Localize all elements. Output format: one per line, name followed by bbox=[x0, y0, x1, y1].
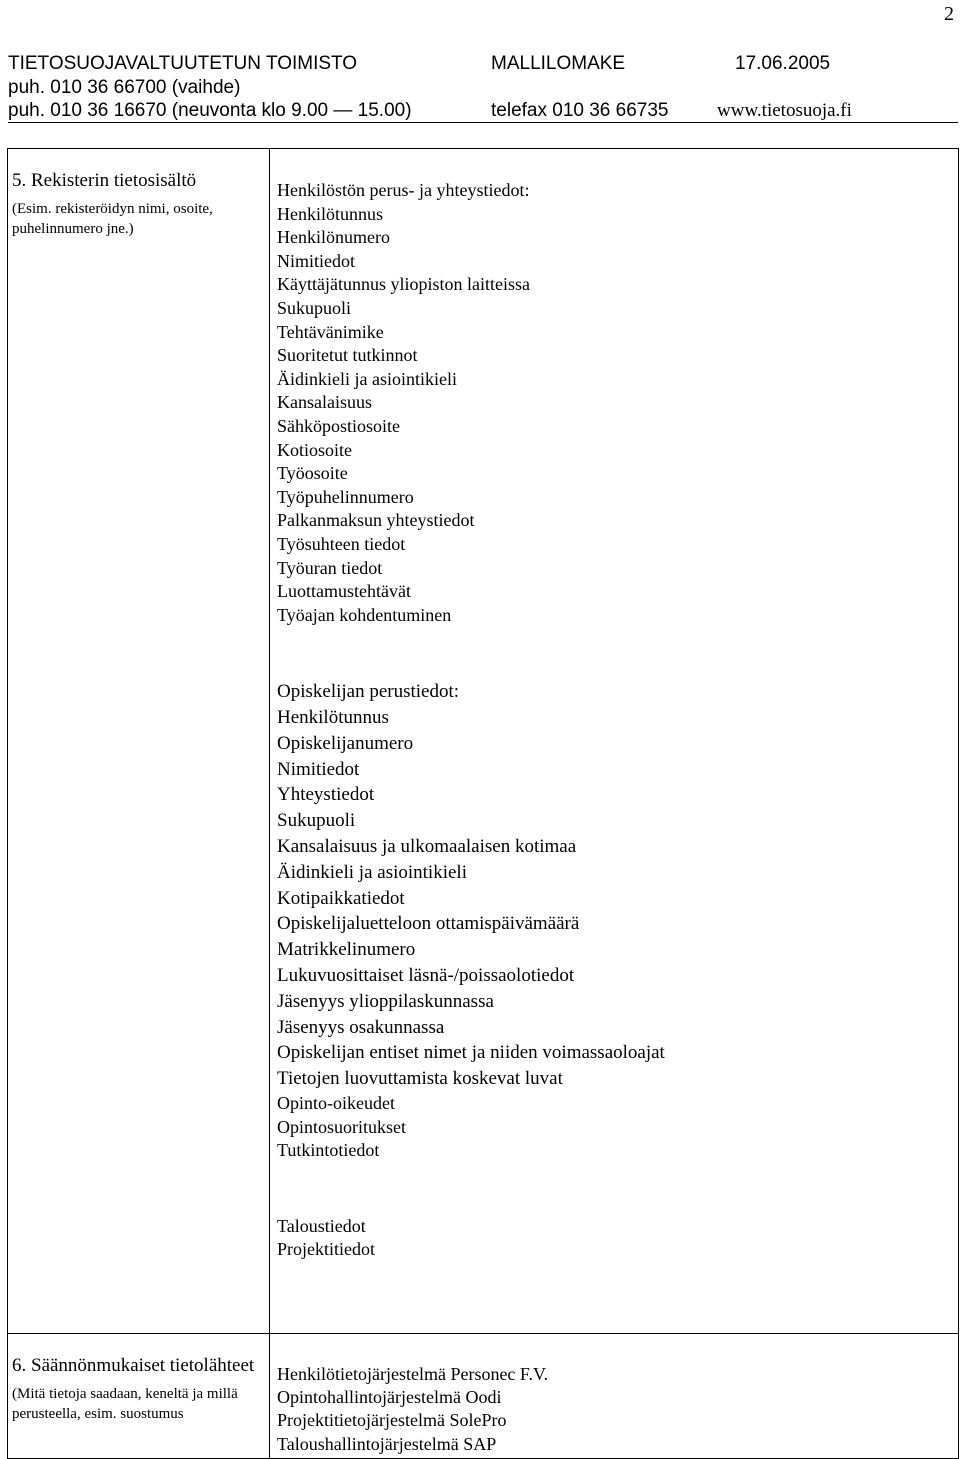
header-website[interactable]: www.tietosuoja.fi bbox=[717, 100, 852, 121]
header-fax: telefax 010 36 66735 bbox=[491, 100, 669, 121]
list-item: Työosoite bbox=[277, 463, 348, 484]
header-divider bbox=[8, 122, 958, 123]
section5-row bbox=[8, 149, 959, 1334]
list-item: Henkilötietojärjestelmä Personec F.V. bbox=[277, 1364, 549, 1384]
section6-label-cell bbox=[8, 1334, 270, 1459]
list-item: Opiskelijanumero bbox=[277, 732, 414, 754]
header-doc-type: MALLILOMAKE bbox=[491, 53, 626, 74]
staff-group-title: Henkilöstön perus- ja yhteystiedot: bbox=[277, 180, 530, 200]
list-item: Projektitiedot bbox=[277, 1239, 375, 1260]
list-item: Äidinkieli ja asiointikieli bbox=[277, 861, 467, 883]
list-item: Työpuhelinnumero bbox=[277, 486, 414, 507]
student-group-title: Opiskelijan perustiedot: bbox=[277, 681, 460, 703]
section6-row bbox=[8, 1334, 959, 1459]
list-item: Sähköpostiosoite bbox=[277, 415, 401, 436]
list-item: Tehtävänimike bbox=[277, 321, 384, 342]
list-item: Kotipaikkatiedot bbox=[277, 887, 405, 909]
list-item: Palkanmaksun yhteystiedot bbox=[277, 510, 475, 531]
list-item: Työajan kohdentuminen bbox=[277, 604, 452, 625]
header-phone-switchboard: puh. 010 36 66700 (vaihde) bbox=[8, 77, 241, 98]
list-item: Opiskelijaluetteloon ottamispäivämäärä bbox=[277, 913, 580, 935]
list-item: Opintosuoritukset bbox=[277, 1116, 406, 1137]
list-item: Taloushallintojärjestelmä SAP bbox=[277, 1433, 497, 1454]
header-org: TIETOSUOJAVALTUUTETUN TOIMISTO bbox=[8, 53, 358, 74]
list-item: Jäsenyys ylioppilaskunnassa bbox=[277, 990, 494, 1012]
list-item: Opinto-oikeudet bbox=[277, 1093, 395, 1114]
list-item: Projektitietojärjestelmä SolePro bbox=[277, 1410, 507, 1431]
list-item: Nimitiedot bbox=[277, 758, 360, 780]
list-item: Opintohallintojärjestelmä Oodi bbox=[277, 1387, 502, 1408]
list-item: Taloustiedot bbox=[277, 1215, 366, 1236]
header-phone-advice: puh. 010 36 16670 (neuvonta klo 9.00 — 15.00) bbox=[8, 100, 412, 121]
list-item: Käyttäjätunnus yliopiston laitteissa bbox=[277, 274, 530, 295]
student-data-group bbox=[277, 679, 952, 1163]
other-data-group bbox=[277, 1215, 952, 1262]
list-item: Henkilötunnus bbox=[277, 203, 383, 224]
list-item: Henkilötunnus bbox=[277, 707, 389, 729]
section6-title: 6. Säännönmukaiset tietolähteet bbox=[12, 1355, 255, 1376]
section5-title: 5. Rekisterin tietosisältö bbox=[12, 170, 197, 191]
list-item: Yhteystiedot bbox=[277, 784, 375, 806]
page-number: 2 bbox=[944, 3, 954, 25]
list-item: Nimitiedot bbox=[277, 250, 355, 271]
list-item: Sukupuoli bbox=[277, 810, 356, 832]
list-item: Tietojen luovuttamista koskevat luvat bbox=[277, 1068, 563, 1090]
section5-content-cell bbox=[270, 149, 959, 1334]
section6-note: (Mitä tietoja saadaan, keneltä ja millä perusteella, esim. suostumus bbox=[12, 1386, 238, 1422]
section5-note: (Esim. rekisteröidyn nimi, osoite, puhelinnumero jne.) bbox=[12, 201, 213, 237]
section6-content-cell bbox=[270, 1334, 959, 1459]
list-item: Opiskelijan entiset nimet ja niiden voimassaoloajat bbox=[277, 1042, 665, 1064]
register-form-table bbox=[7, 148, 959, 1459]
header-date: 17.06.2005 bbox=[735, 53, 831, 74]
staff-data-group bbox=[277, 179, 952, 627]
list-item: Suoritetut tutkinnot bbox=[277, 345, 418, 366]
list-item: Tutkintotiedot bbox=[277, 1140, 380, 1161]
list-item: Henkilönumero bbox=[277, 227, 390, 248]
section5-label-cell bbox=[8, 149, 270, 1334]
list-item: Jäsenyys osakunnassa bbox=[277, 1016, 445, 1038]
list-item: Matrikkelinumero bbox=[277, 939, 416, 961]
list-item: Kansalaisuus bbox=[277, 392, 372, 413]
list-item: Luottamustehtävät bbox=[277, 581, 411, 602]
list-item: Työsuhteen tiedot bbox=[277, 533, 406, 554]
list-item: Sukupuoli bbox=[277, 297, 352, 318]
list-item: Työuran tiedot bbox=[277, 557, 383, 578]
list-item: Äidinkieli ja asiointikieli bbox=[277, 368, 457, 389]
list-item: Lukuvuosittaiset läsnä-/poissaolotiedot bbox=[277, 965, 575, 987]
list-item: Kotiosoite bbox=[277, 439, 352, 460]
list-item: Kansalaisuus ja ulkomaalaisen kotimaa bbox=[277, 836, 577, 858]
